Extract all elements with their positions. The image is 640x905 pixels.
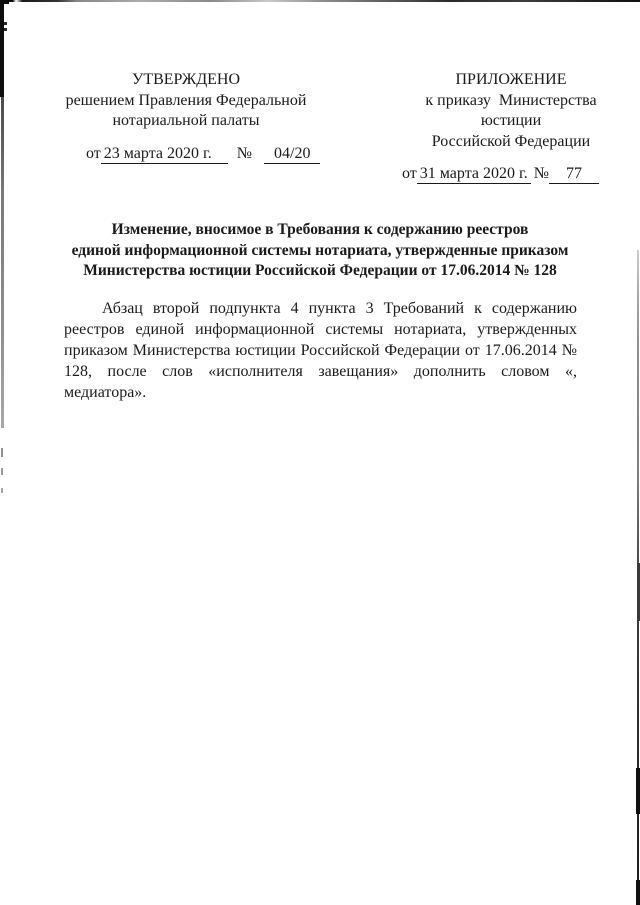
body-paragraph: Абзац второй подпункта 4 пункта 3 Требований к содержанию реестров единой информационной системы нотариата, утвержденных приказом Министерства юстиции Российской Федерации от 17.06.2014 № 128, после слов «исполнителя завещания» дополнить словом «, медиатора».	[64, 299, 577, 401]
stamp-blocks-row	[0, 0, 640, 185]
approval-number-value: 04/20	[264, 145, 320, 164]
approval-stamp-block	[64, 70, 311, 185]
approval-date-value: 23 марта 2020 г.	[101, 145, 228, 164]
scan-edge-left-dash	[1, 488, 3, 493]
appendix-line: Российской Федерации	[431, 132, 591, 150]
scan-edge-left-dash	[1, 448, 3, 457]
appendix-date-row	[402, 163, 628, 185]
appendix-number-value: 77	[549, 165, 599, 184]
document-title-line: Министерства юстиции Российской Федерации от 17.06.2014 № 128	[83, 262, 557, 279]
appendix-stamp-block	[394, 70, 628, 185]
document-title-line: единой информационной системы нотариата, утвержденные приказом	[71, 241, 569, 259]
document-title	[30, 220, 610, 282]
document-title-line: Изменение, вносимое в Требования к содержанию реестров	[111, 221, 529, 238]
scan-edge-right-blob	[636, 880, 640, 905]
number-sign: №	[236, 144, 252, 162]
scan-edge-right-blob	[636, 768, 640, 814]
number-sign: №	[533, 165, 549, 182]
scan-edge-right	[637, 250, 639, 905]
scan-edge-left-dash	[1, 468, 3, 475]
approval-date-row	[86, 143, 311, 165]
approval-line: решением Правления Федеральной	[65, 91, 307, 109]
approval-line: нотариальной палаты	[112, 112, 260, 129]
appendix-line: к приказу Министерства юстиции	[425, 91, 601, 129]
appendix-date-value: 31 марта 2020 г.	[417, 165, 531, 184]
approval-line: УТВЕРЖДЕНО	[131, 71, 240, 88]
date-prefix: от	[86, 144, 101, 162]
date-prefix: от	[402, 165, 417, 182]
appendix-line: ПРИЛОЖЕНИЕ	[455, 71, 567, 88]
